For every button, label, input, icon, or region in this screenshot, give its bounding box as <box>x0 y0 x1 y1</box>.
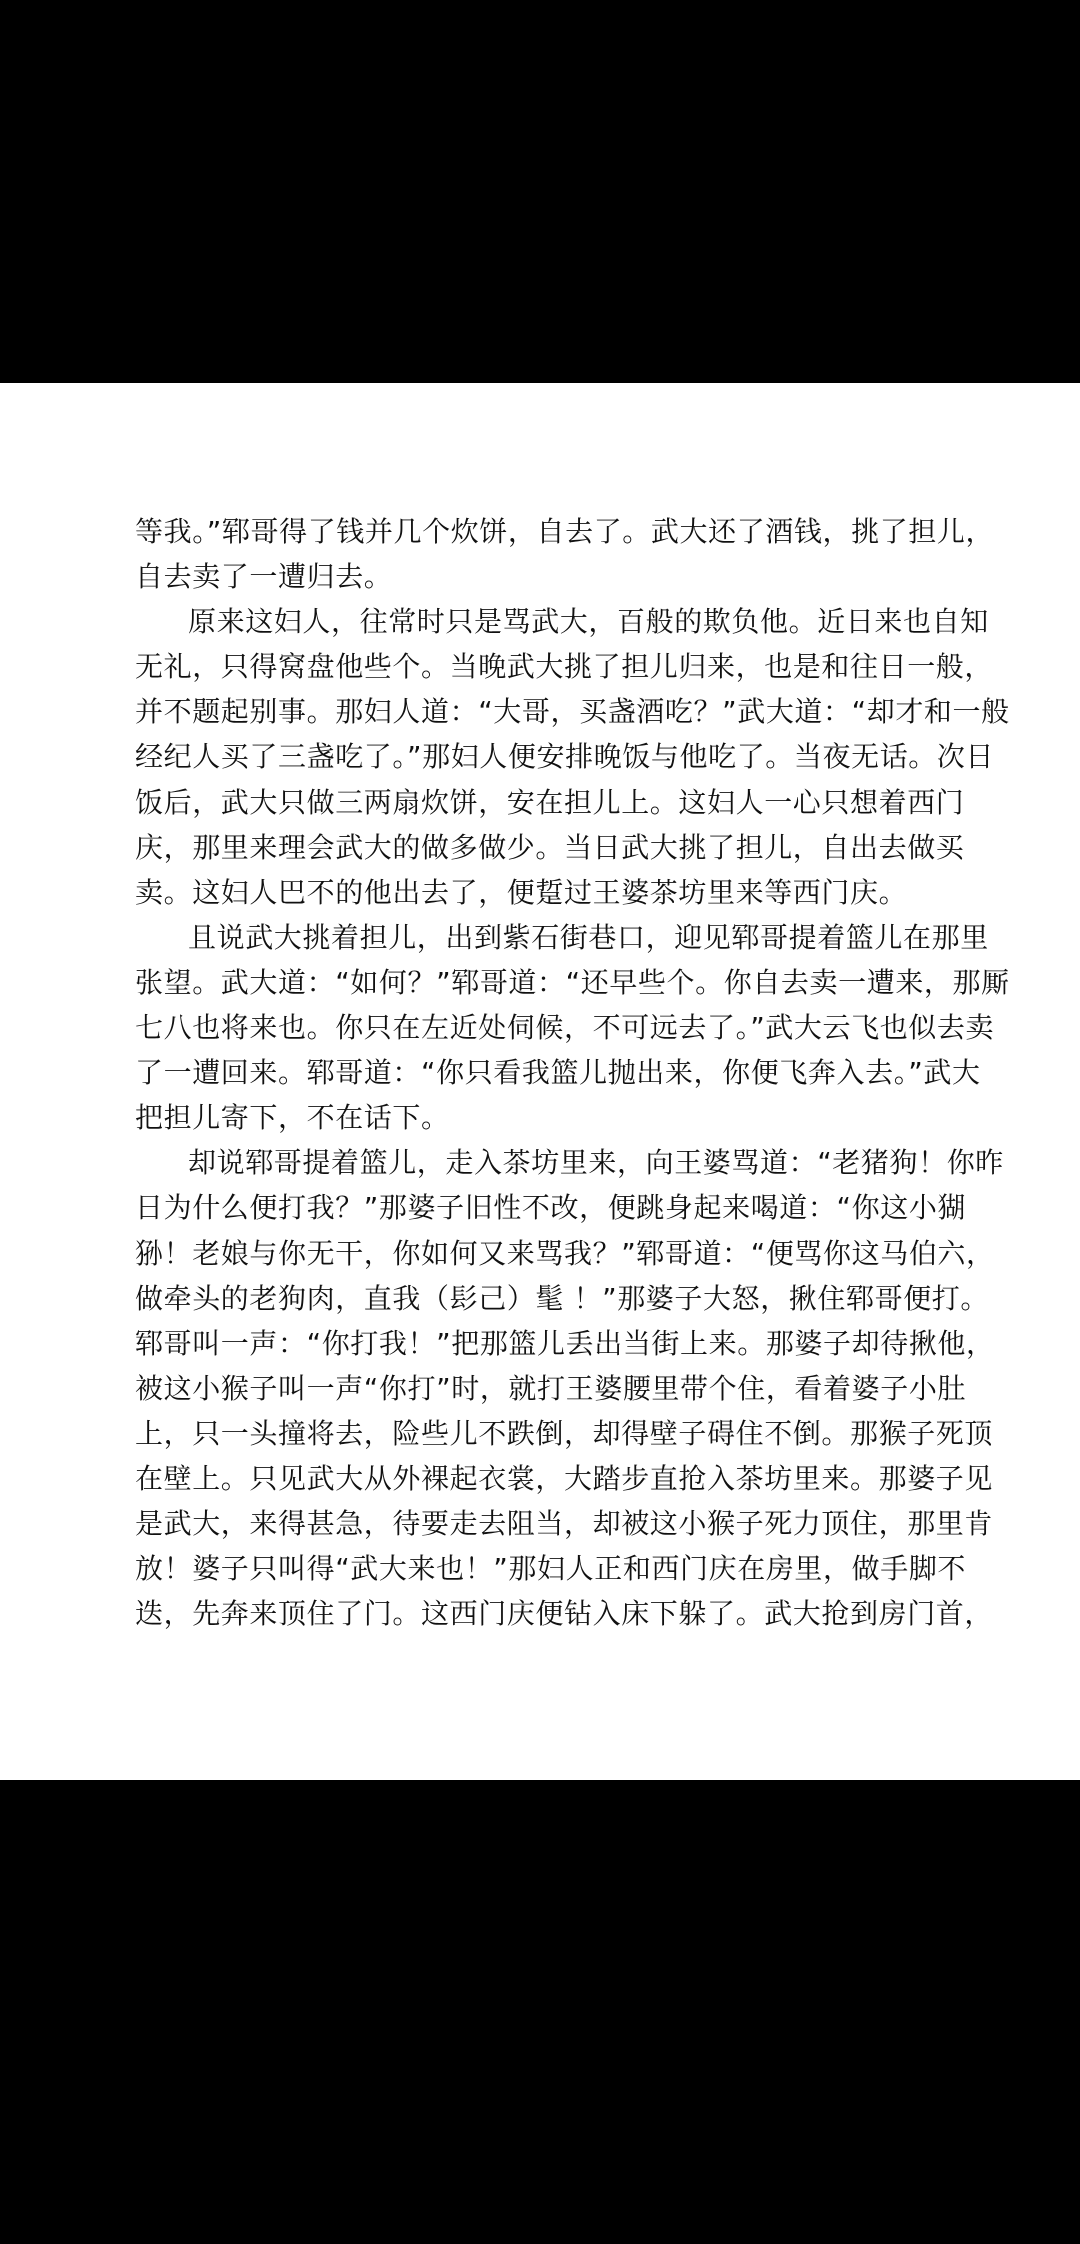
text-line: 迭，先奔来顶住了门。这西门庆便钻入床下躲了。武大抢到房门首， <box>135 1597 994 1631</box>
text-line: 自去卖了一遭归去。 <box>135 560 393 594</box>
text-line: 在壁上。只见武大从外裸起衣裳，大踏步直抢入茶坊里来。那婆子见 <box>135 1461 994 1495</box>
text-line: 日为什么便打我？”那婆子旧性不改，便跳身起来喝道：“你这小猢 <box>135 1191 967 1225</box>
bottom-black-bar <box>0 1780 1080 2244</box>
text-line: 放！婆子只叫得“武大来也！”那妇人正和西门庆在房里，做手脚不 <box>135 1552 967 1586</box>
text-line: 且说武大挑着担儿，出到紫石街巷口，迎见郓哥提着篮儿在那里 <box>188 920 989 954</box>
text-line: 等我。”郓哥得了钱并几个炊饼，自去了。武大还了酒钱，挑了担儿， <box>135 515 995 548</box>
text-line: 饭后，武大只做三两扇炊饼，安在担儿上。这妇人一心只想着西门 <box>135 785 965 819</box>
text-line: 把担儿寄下，不在话下。 <box>135 1101 450 1135</box>
text-line: 卖。这妇人巴不的他出去了，便踅过王婆茶坊里来等西门庆。 <box>135 875 908 909</box>
text-line: 却说郓哥提着篮儿，走入茶坊里来，向王婆骂道：“老猪狗！你昨 <box>188 1146 1004 1180</box>
text-line: 被这小猴子叫一声“你打”时，就打王婆腰里带个住，看着婆子小肚 <box>135 1371 967 1405</box>
text-line: 无礼，只得窝盘他些个。当晚武大挑了担儿归来，也是和往日一般， <box>135 650 994 684</box>
text-line: 经纪人买了三盏吃了。”那妇人便安排晚饭与他吃了。当夜无话。次日 <box>135 740 995 774</box>
text-line: 并不题起别事。那妇人道：“大哥，买盏酒吃？”武大道：“却才和一般 <box>135 695 1010 729</box>
reader-page[interactable] <box>0 383 1080 1780</box>
text-line: 上，只一头撞将去，险些儿不跌倒，却得壁子碍住不倒。那猴子死顶 <box>135 1416 994 1450</box>
book-text <box>135 509 1010 1636</box>
text-line: 狲！老娘与你无干，你如何又来骂我？”郓哥道：“便骂你这马伯六， <box>135 1236 995 1270</box>
text-line: 郓哥叫一声：“你打我！”把那篮儿丢出当街上来。那婆子却待揪他， <box>135 1326 995 1360</box>
text-line: 了一遭回来。郓哥道：“你只看我篮儿抛出来，你便飞奔入去。”武大 <box>135 1056 981 1090</box>
text-line: 是武大，来得甚急，待要走去阻当，却被这小猴子死力顶住，那里肯 <box>135 1507 994 1541</box>
text-line: 张望。武大道：“如何？”郓哥道：“还早些个。你自去卖一遭来，那厮 <box>135 965 1010 999</box>
top-black-bar <box>0 0 1080 383</box>
text-line: 庆，那里来理会武大的做多做少。当日武大挑了担儿，自出去做买 <box>135 830 965 864</box>
text-line: 七八也将来也。你只在左近处伺候，不可远去了。”武大云飞也似去卖 <box>135 1011 995 1045</box>
text-line: 原来这妇人，往常时只是骂武大，百般的欺负他。近日来也自知 <box>188 605 989 639</box>
text-line: 做牵头的老狗肉，直我（髟己）髦 ！”那婆子大怒，揪住郓哥便打。 <box>135 1281 990 1315</box>
